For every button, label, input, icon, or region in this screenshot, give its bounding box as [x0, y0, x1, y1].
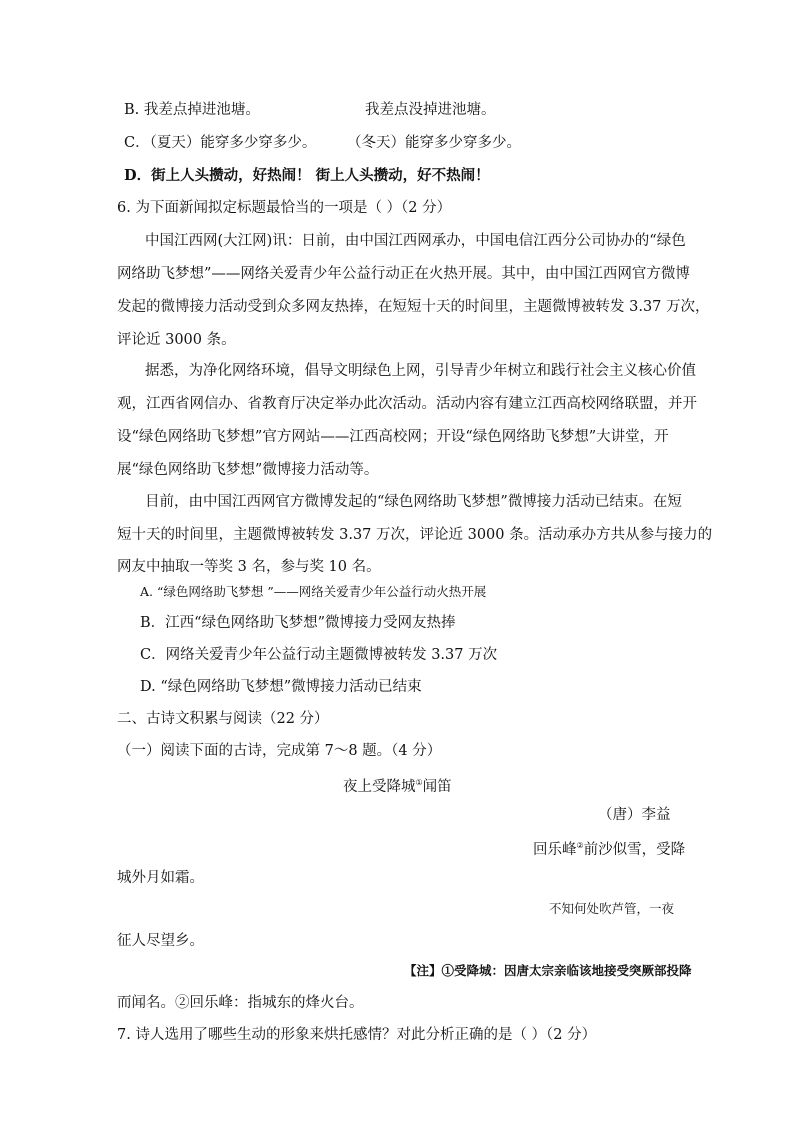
section-heading: 二、古诗文积累与阅读（22 分） — [117, 711, 329, 727]
poem-title-text: 夜上受降城 — [343, 779, 416, 795]
q5-option-c-left: C．（夏天）能穿多少穿多少。 — [124, 135, 317, 151]
q6-paragraph-line: 发起的微博接力活动受到众多网友热捧，在短短十天的时间里，主题微博被转发 3.37 万次， — [117, 299, 710, 315]
q6-paragraph-line: 网络助飞梦想”——网络关爱青少年公益行动正在火热开展。其中，由中国江西网官方微博 — [117, 266, 690, 282]
q6-option-a: A. “绿色网络助飞梦想 ”——网络关爱青少年公益行动火热开展 — [140, 584, 487, 599]
q5-option-d: D．街上人头攒动，好热闹！ 街上人头攒动，好不热闹！ — [124, 167, 490, 184]
q6-paragraph-line: 评论近 3000 条。 — [117, 332, 236, 348]
footnote-marker: ② — [576, 841, 584, 850]
q6-paragraph-line: 设“绿色网络助飞梦想”官方网站——江西高校网；开设“绿色网络助飞梦想”大讲堂，开 — [117, 429, 669, 445]
q6-paragraph-line: 据悉，为净化网络环境，倡导文明绿色上网，引导青少年树立和践行社会主义核心价值 — [145, 363, 696, 379]
poem-title — [343, 773, 452, 797]
q6-option-b: B．江西“绿色网络助飞梦想”微博接力受网友热捧 — [140, 615, 456, 631]
footnote-marker: ① — [415, 778, 423, 787]
q6-paragraph-line: 网友中抽取一等奖 3 名，参与奖 10 名。 — [117, 559, 381, 575]
poem-note: 【注】①受降城：因唐太宗亲临该地接受突厥部投降 — [404, 963, 692, 978]
q5-option-b-right: 我差点没掉进池塘。 — [365, 102, 496, 118]
q6-paragraph-line: 展“绿色网络助飞梦想”微博接力活动等。 — [117, 462, 379, 478]
poem-note-continued: 而闻名。②回乐峰：指城东的烽火台。 — [117, 995, 364, 1011]
poem-title-text: 闻笛 — [422, 779, 452, 795]
poem-line — [533, 836, 685, 860]
poem-line-continued: 城外月如霜。 — [117, 870, 204, 886]
poem-line-text: 回乐峰 — [533, 842, 577, 858]
q7-stem: 7. 诗人选用了哪些生动的形象来烘托感情？对此分析正确的是（ ）（2 分） — [117, 1027, 597, 1043]
poem-author: （唐）李益 — [598, 807, 671, 823]
poem-line-text: 前沙似雪，受降 — [583, 842, 686, 858]
q6-paragraph-line: 观，江西省网信办、省教育厅决定举办此次活动。活动内容有建立江西高校网络联盟，并开 — [117, 396, 697, 412]
q6-option-d: D. “绿色网络助飞梦想”微博接力活动已结束 — [140, 679, 422, 695]
q6-stem: 6. 为下面新闻拟定标题最恰当的一项是（ ）（2 分） — [117, 200, 452, 216]
q6-paragraph-line: 中国江西网(大江网)讯：日前，由中国江西网承办，中国电信江西分公司协办的“绿色 — [145, 233, 686, 249]
section-subheading: （一）阅读下面的古诗，完成第 7～8 题。（4 分） — [117, 743, 442, 759]
q5-option-b-left: B. 我差点掉进池塘。 — [124, 102, 260, 118]
q6-option-c: C．网络关爱青少年公益行动主题微博被转发 3.37 万次 — [140, 647, 498, 663]
poem-line: 不知何处吹芦管，一夜 — [549, 901, 675, 916]
q6-paragraph-line: 短十天的时间里，主题微博被转发 3.37 万次，评论近 3000 条。活动承办方共从参与接力的 — [117, 527, 713, 543]
poem-line-continued: 征人尽望乡。 — [117, 933, 204, 949]
q5-option-c-right: （冬天）能穿多少穿多少。 — [347, 135, 521, 151]
q6-paragraph-line: 目前，由中国江西网官方微博发起的“绿色网络助飞梦想”微博接力活动已结束。在短 — [145, 494, 682, 510]
